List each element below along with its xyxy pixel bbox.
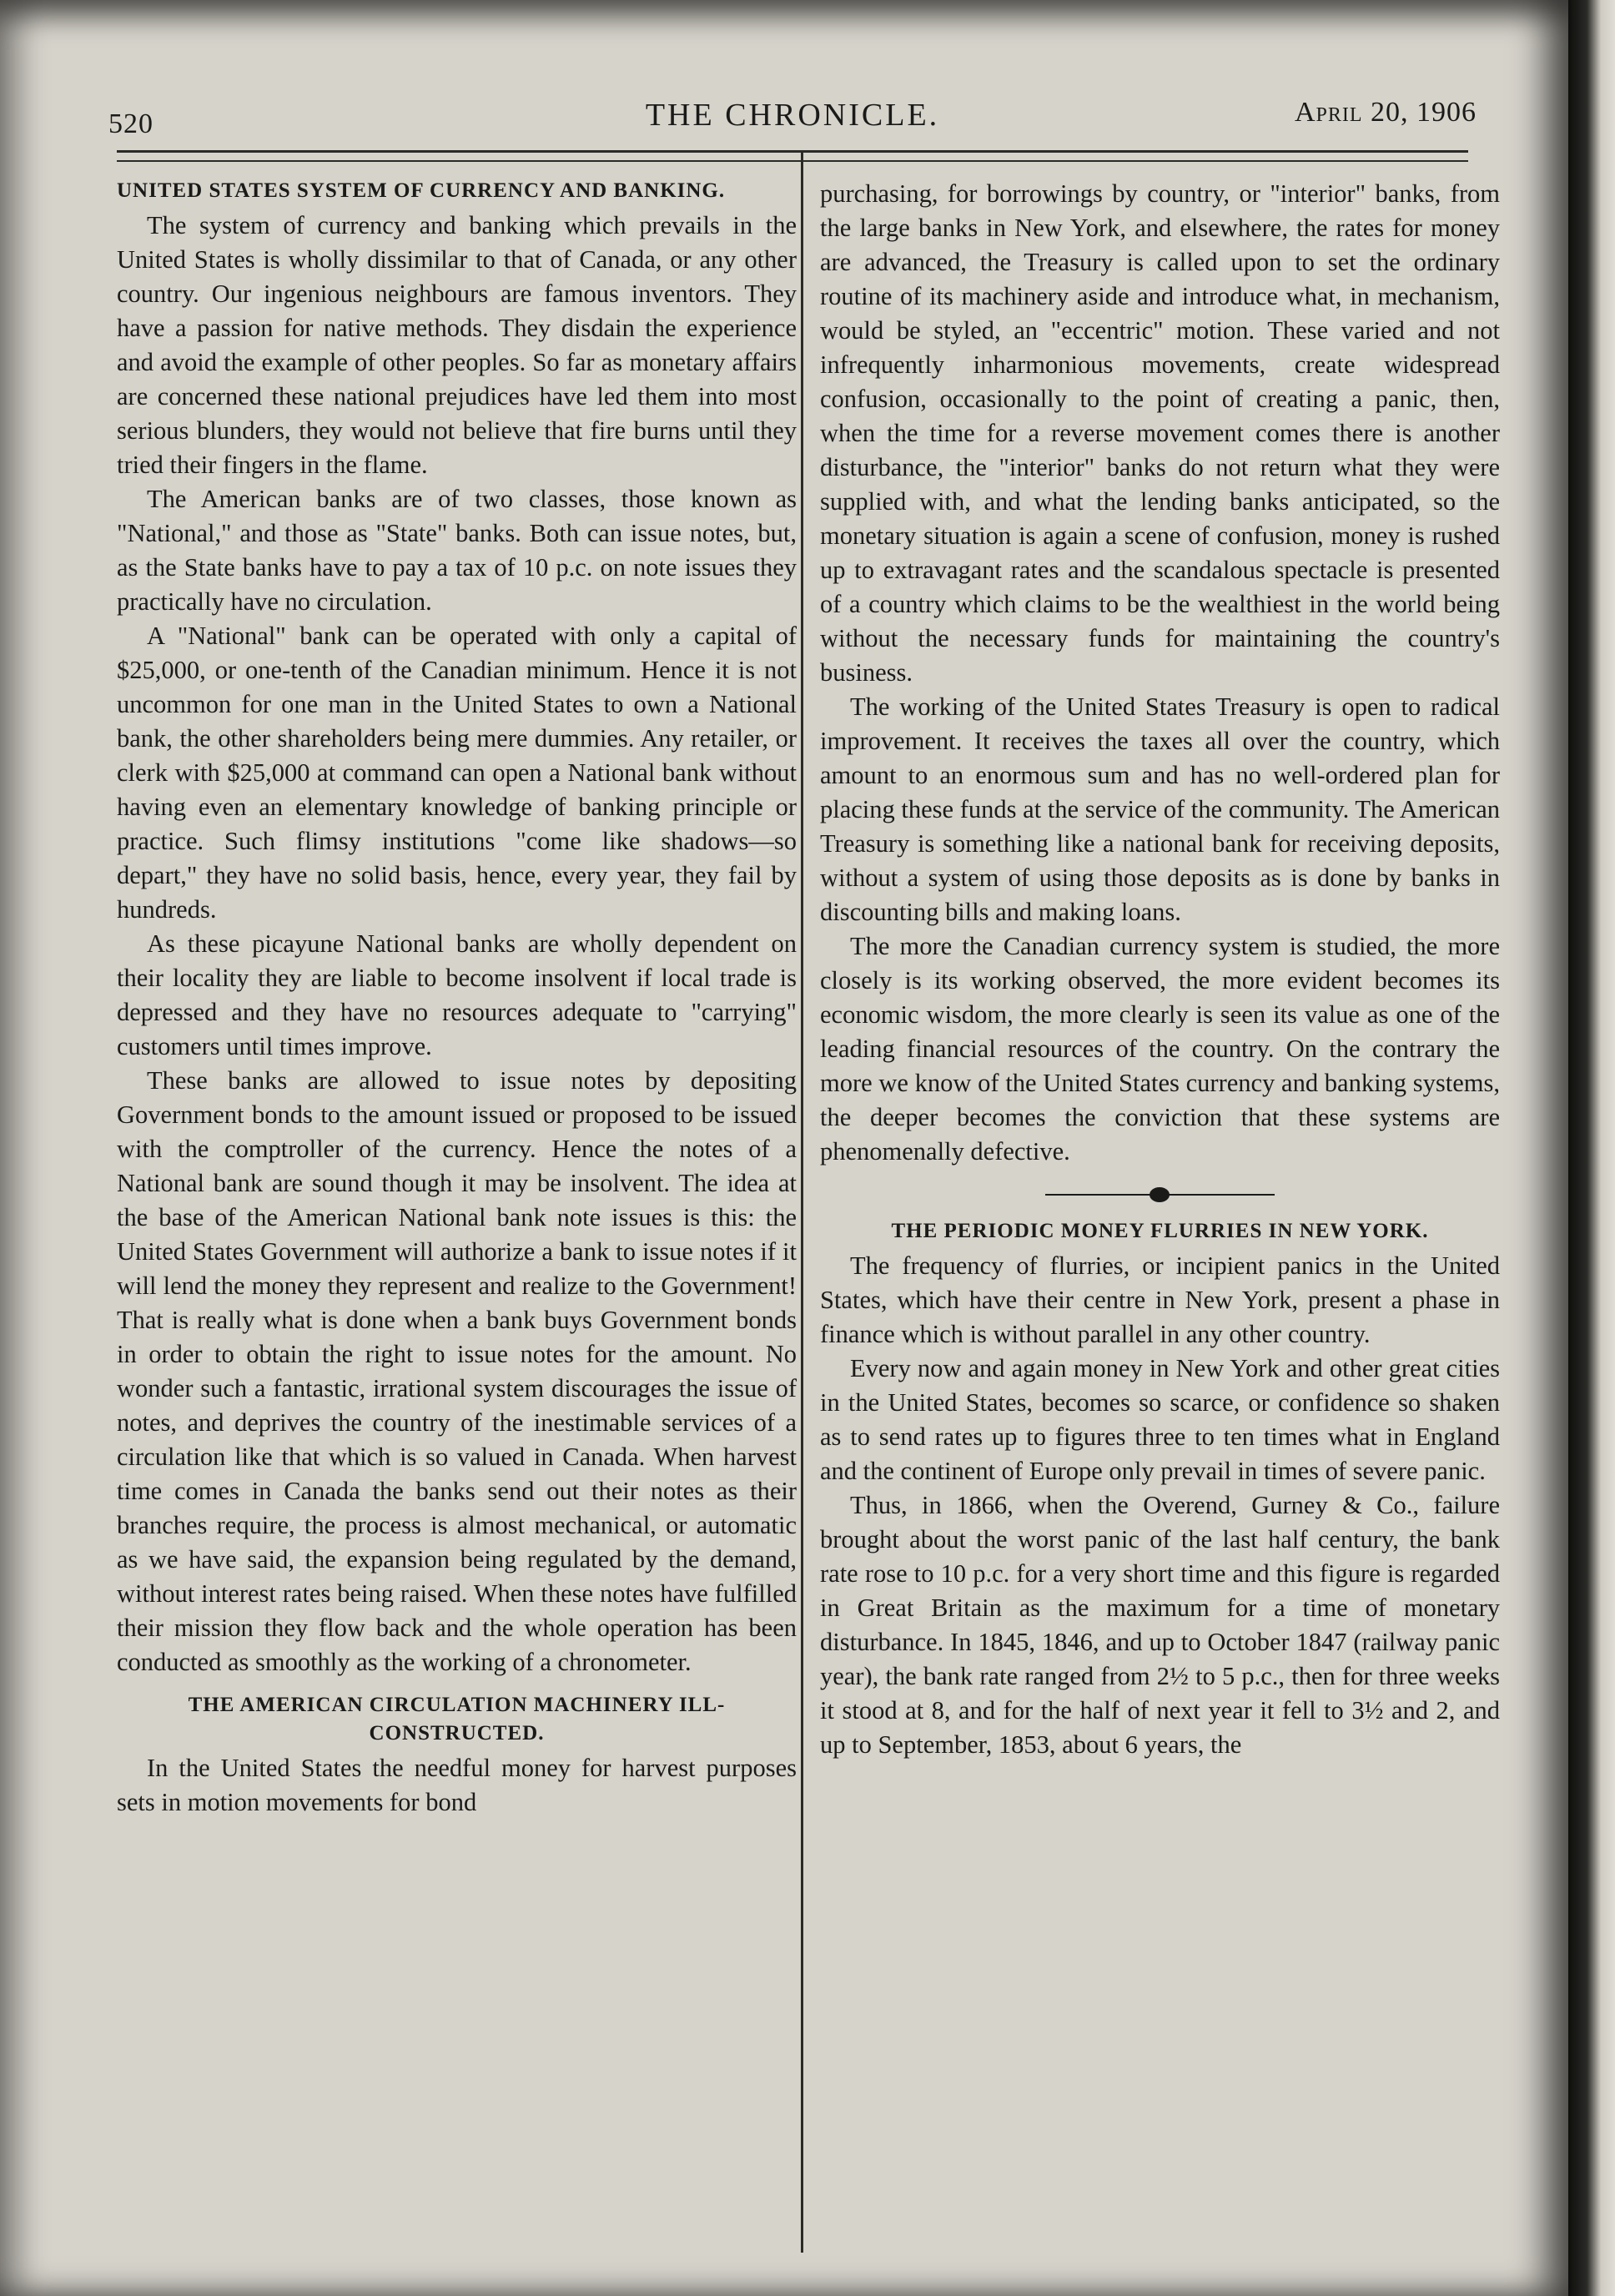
article-heading-circulation-machinery: THE AMERICAN CIRCULATION MACHINERY ILL-CONSTRUCTED. [188,1694,726,1745]
paragraph: Thus, in 1866, when the Overend, Gurney & Co., failure brought about the worst panic of the last half century, the bank rate rose to 10 p.c. for a very short time and this figure is regarded in Great Britain as the maximum for a time of monetary disturbance. In 1845, 1846, and up to October 1847 (railway panic year), the bank rate ranged from 2½ to 5 p.c., then for three weeks it stood at 8, and for the half of next year it fell to 3½ and 2, and up to September, 1853, about 6 years, the [820,1491,1500,1759]
paragraph: The frequency of flurries, or incipient panics in the United States, which have their centre in New York, present a phase in finance which is without parallel in any other country. [820,1251,1500,1348]
section-ornament [820,1181,1500,1209]
paragraph: Every now and again money in New York and other great cities in the United States, becomes so scarce, or confidence so shaken as to send rates up to figures three to ten times what in England and the continent of Europe only prevail in times of severe panic. [820,1354,1500,1485]
header-rule [117,150,1468,162]
paragraph-continued: purchasing, for borrowings by country, or "interior" banks, from the large banks in New York, and elsewhere, the rates for money are advanced, the Treasury is called upon to set the ordinary routine of its machinery aside and introduce what, in mechanism, would be styled, an "eccentric" motion. These varied and not infrequently inharmonious movements, create widespread confusion, occasionally to the point of creating a panic, then, when the time for a reverse movement comes there is another disturbance, the "interior" banks do not return what they were supplied with, and what the lending banks anticipated, so the monetary situation is again a scene of confusion, money is rushed up to extravagant rates and the scandalous spectacle is presented of a country which claims to be the wealthiest in the world being without the necessary funds for maintaining the country's business. [820,179,1500,687]
page-header [108,90,1477,140]
left-column [117,177,797,1820]
column-divider [801,150,803,2253]
paragraph: As these picayune National banks are wholly dependent on their locality they are liable to become insolvent if local trade is depressed and they have no resources adequate to "carrying" customers until times improve. [117,929,797,1060]
article-heading-currency-banking: UNITED STATES SYSTEM OF CURRENCY AND BANKING. [117,179,726,202]
paragraph: The more the Canadian currency system is studied, the more closely is its working observed, the more evident becomes its economic wisdom, the more clearly is seen its value as one of the leading financial resources of the country. On the contrary the more we know of the United States currency and banking systems, the deeper becomes the conviction that these systems are phenomenally defective. [820,932,1500,1166]
paragraph: The American banks are of two classes, those known as "National," and those as "State" banks. Both can issue notes, but, as the State banks have to pay a tax of 10 p.c. on note issues they practically have no circulation. [117,485,797,616]
paragraph: In the United States the needful money for harvest purposes sets in motion movements for bond [117,1754,797,1816]
paragraph: The working of the United States Treasury is open to radical improvement. It receives the taxes all over the country, which amount to an enormous sum and has no well-ordered plan for placing these funds at the service of the community. The American Treasury is something like a national bank for receiving deposits, without a system of using those deposits as is done by banks in discounting bills and making loans. [820,692,1500,926]
page-number: 520 [108,108,153,139]
publication-title: THE CHRONICLE. [645,98,940,133]
issue-date: April 20, 1906 [1294,97,1477,128]
paragraph: A "National" bank can be operated with only a capital of $25,000, or one-tenth of the Canadian minimum. Hence it is not uncommon for one man in the United States to own a National bank, the other shareholders being mere dummies. Any retailer, or clerk with $25,000 at command can open a National bank without having even an elementary knowledge of banking principle or practice. Such flimsy institutions "come like shadows—so depart," they have no solid basis, hence, every year, they fail by hundreds. [117,622,797,924]
right-column [820,177,1500,1762]
paragraph: The system of currency and banking which prevails in the United States is wholly dissimilar to that of Canada, or any other country. Our ingenious neighbours are famous inventors. They have a passion for native methods. They disdain the experience and avoid the example of other peoples. So far as monetary affairs are concerned these national prejudices have led them into most serious blunders, they would not believe that fire burns until they tried their fingers in the flame. [117,211,797,479]
ornament-dot [1150,1187,1170,1202]
article-heading-money-flurries: THE PERIODIC MONEY FLURRIES IN NEW YORK. [891,1220,1429,1242]
paragraph: These banks are allowed to issue notes by depositing Government bonds to the amount issued or proposed to be issued with the comptroller of the currency. Hence the notes of a National bank are sound though it may be insolvent. The idea at the base of the American National bank note issues is this: the United States Government will authorize a bank to issue notes if it will lend the money they represent and realize to the Government! That is really what is done when a bank buys Government bonds in order to obtain the right to issue notes for the amount. No wonder such a fantastic, irrational system discourages the issue of notes, and deprives the country of the inestimable services of a circulation like that which is so valued in Canada. When harvest time comes in Canada the banks send out their notes as their branches require, the process is almost mechanical, or automatic as we have said, the expansion being regulated by the demand, without interest rates being raised. When these notes have fulfilled their mission they flow back and the whole operation has been conducted as smoothly as the working of a chronometer. [117,1066,797,1676]
adjacent-page-edge [1568,0,1615,2296]
